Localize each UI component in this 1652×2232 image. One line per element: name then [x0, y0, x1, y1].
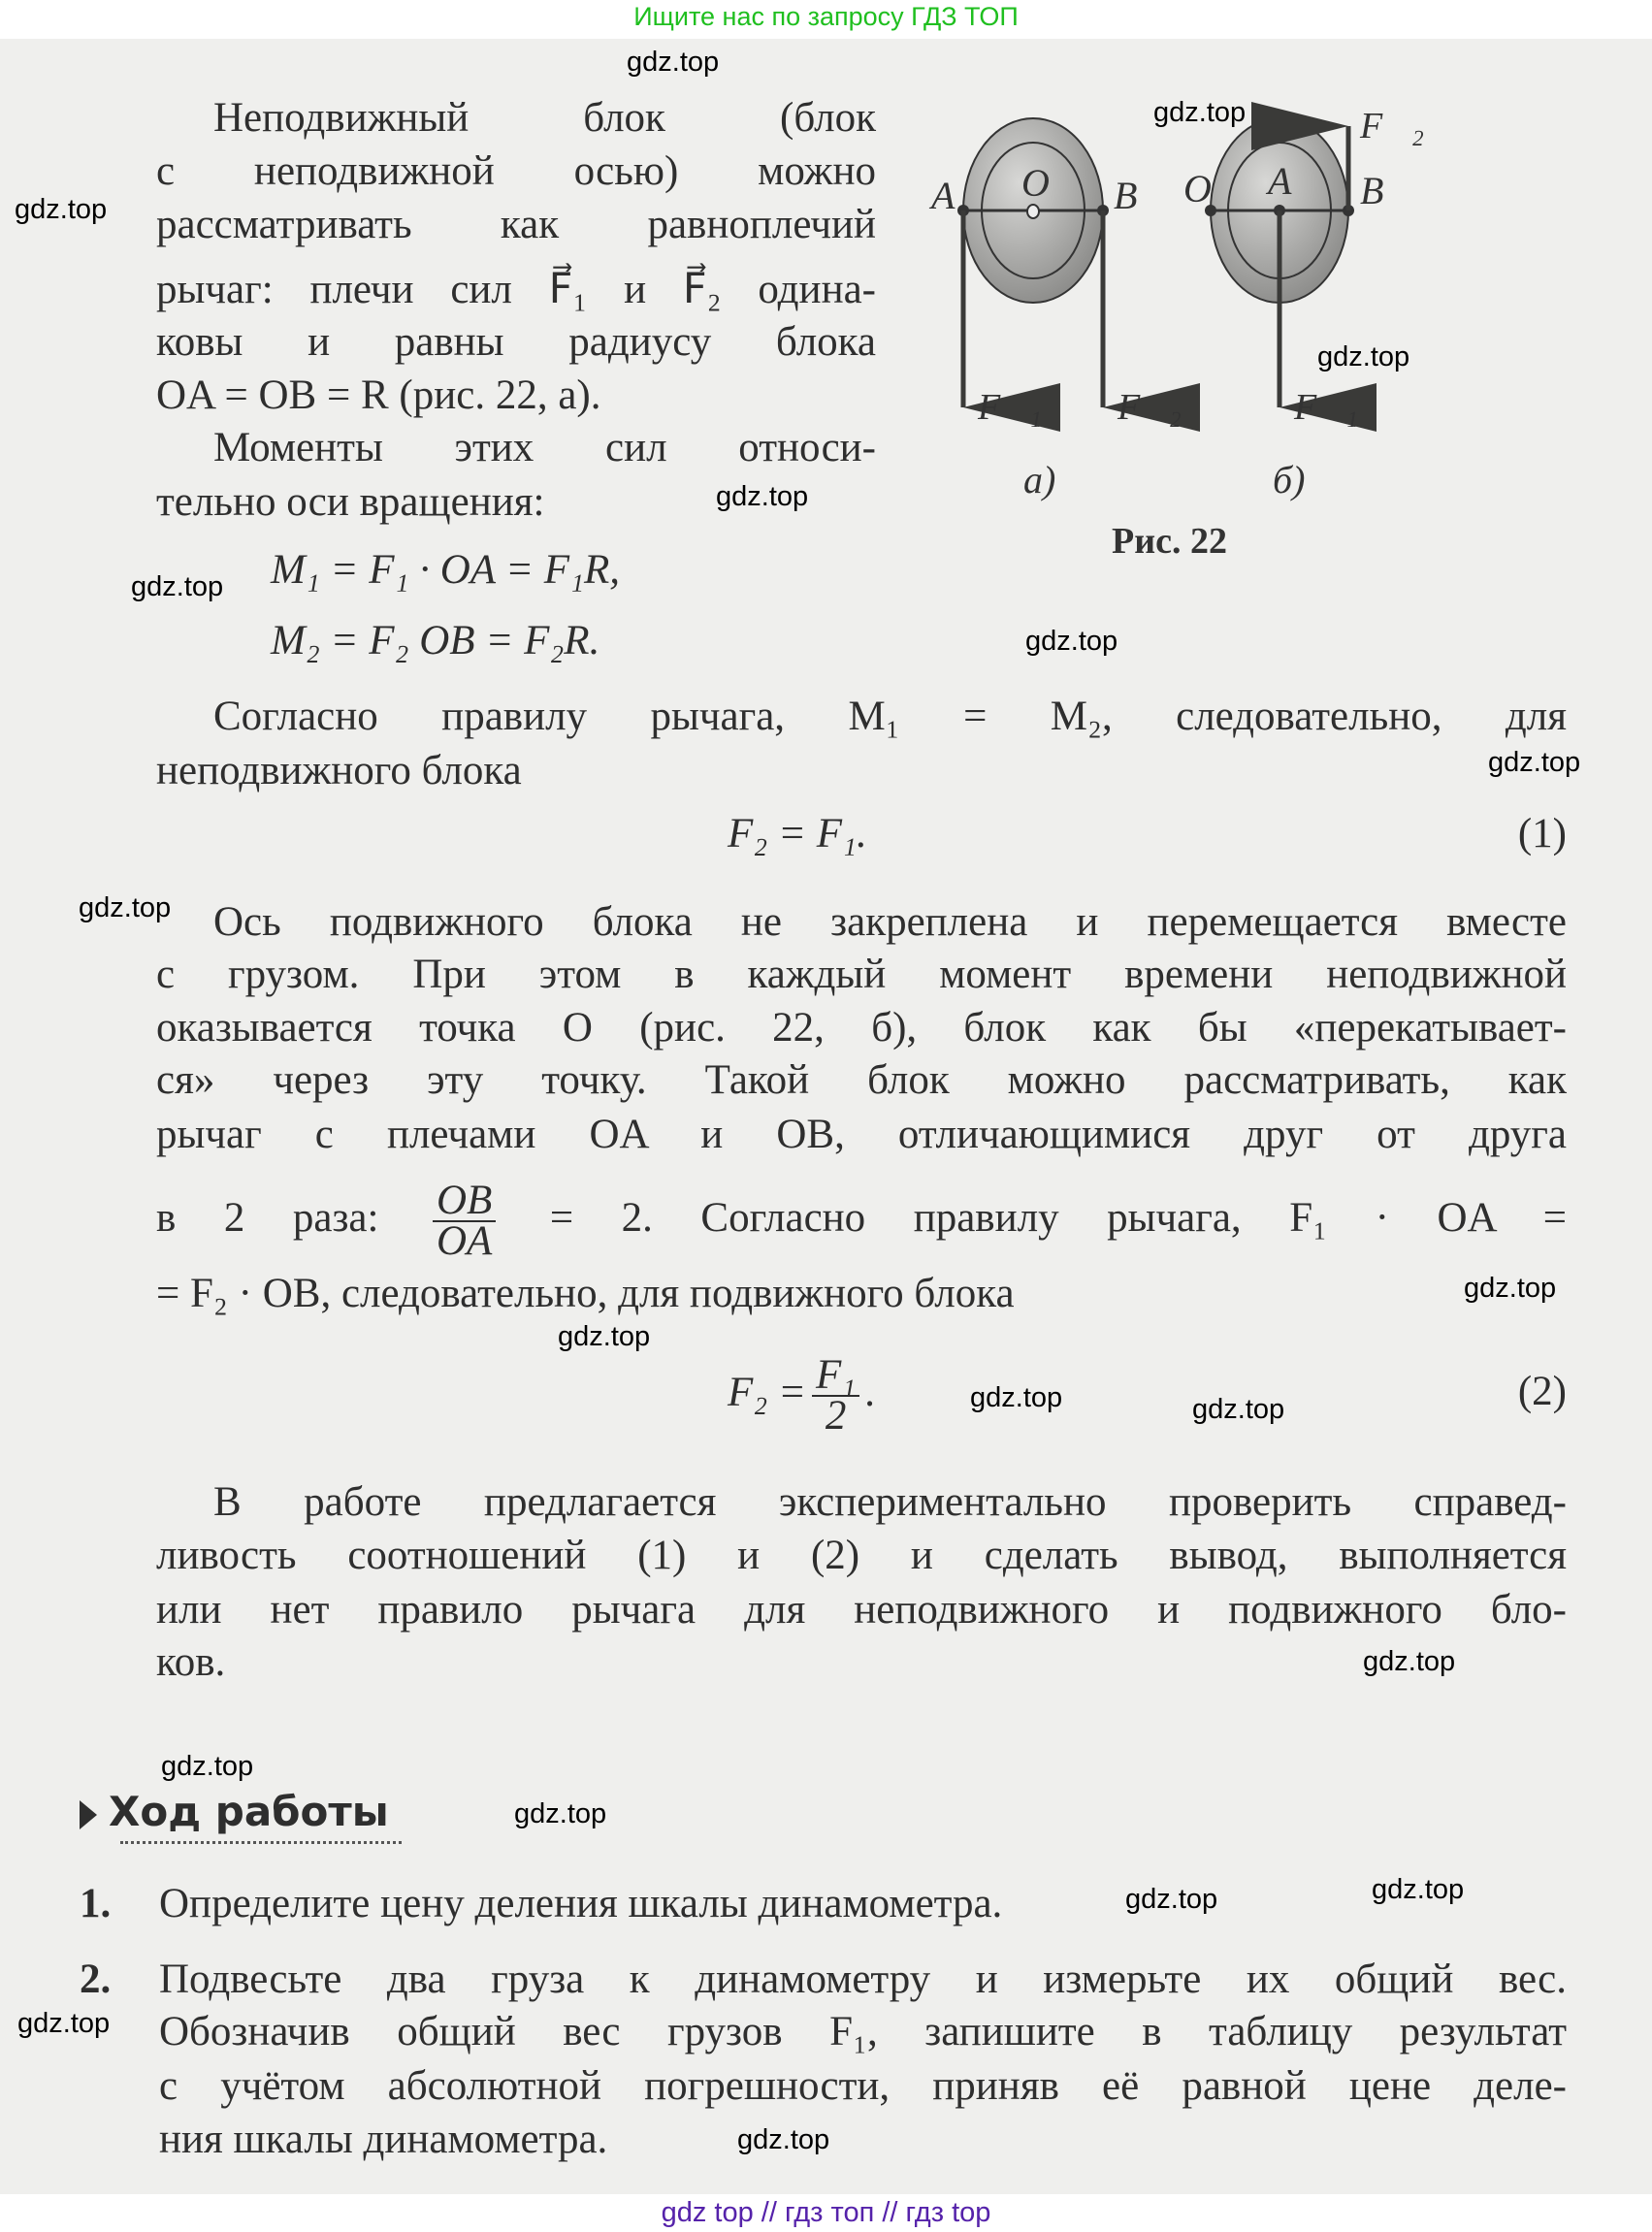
watermark: gdz.top — [161, 1751, 254, 1782]
fraction-denominator: OA — [437, 1218, 493, 1264]
moment-formula-2: M₂ = F₂ OB = F₂R. — [271, 618, 600, 663]
fraction-numerator: F₁ — [812, 1356, 859, 1397]
step-number: 1. — [80, 1881, 112, 1926]
subfigure-label-b: б) — [1273, 458, 1306, 501]
fraction-denominator: 2 — [825, 1393, 847, 1439]
force-label-f1: F⃗₁ — [978, 387, 1042, 428]
step-line: Подвесьте два груза к динамометру и измерьте их общий вес. — [159, 1957, 1567, 2002]
watermark: gdz.top — [627, 47, 720, 78]
point-label-a: A — [931, 174, 956, 217]
watermark: gdz.top — [1317, 341, 1410, 372]
force-label-f1: F⃗₁ — [1294, 387, 1358, 428]
step-number: 2. — [80, 1957, 112, 2002]
watermark: gdz.top — [716, 481, 809, 512]
formula-number-2: (2) — [1517, 1369, 1567, 1414]
text-line: Ось подвижного блока не закреплена и перемещается вместе — [213, 899, 1567, 945]
watermark: gdz.top — [1125, 1884, 1218, 1915]
text-line: с неподвижной осью) можно — [156, 148, 876, 194]
text-line-fraction — [156, 1178, 1567, 1264]
section-heading — [80, 1785, 389, 1838]
step-line: Определите цену деления шкалы динамометра. — [159, 1881, 1003, 1926]
formula-end: . — [865, 1370, 876, 1415]
text-line: ся» через эту точку. Такой блок можно рассматривать, как — [156, 1057, 1567, 1103]
point-label-a: A — [1268, 159, 1292, 203]
text-line: ковы и равны радиусу блока — [156, 319, 876, 365]
text-line: ков. — [156, 1639, 226, 1685]
watermark: gdz.top — [1363, 1646, 1456, 1677]
step-line: ния шкалы динамометра. — [159, 2117, 608, 2162]
text-line: неподвижного блока — [156, 748, 522, 793]
text-line: Неподвижный блок (блок — [213, 95, 876, 141]
footer-links[interactable]: gdz top // гдз топ // гдз top — [661, 2197, 991, 2228]
point-label-o: O — [1183, 167, 1212, 210]
text-line: тельно оси вращения: — [156, 479, 545, 525]
step-line: Обозначив общий вес грузов F₁, запишите в таблицу результат — [159, 2009, 1567, 2054]
formula-number-1: (1) — [1517, 811, 1567, 857]
point-label-o: O — [1021, 161, 1050, 205]
watermark: gdz.top — [17, 2008, 111, 2039]
watermark: gdz.top — [737, 2124, 830, 2155]
watermark: gdz.top — [558, 1321, 651, 1352]
force-label-f2: F⃗₂ — [1360, 106, 1424, 146]
fraction-f1-2 — [812, 1352, 859, 1439]
point-label-b: B — [1114, 174, 1138, 217]
text-line: рычаг с плечами OA и OB, отличающимися друг от друга — [156, 1112, 1567, 1157]
step-line: с учётом абсолютной погрешности, приняв её равной цене деле- — [159, 2063, 1567, 2109]
force-label-f2: F⃗₂ — [1118, 387, 1182, 428]
watermark: gdz.top — [15, 194, 108, 225]
watermark: gdz.top — [1025, 626, 1118, 657]
watermark: gdz.top — [1488, 747, 1581, 778]
text-line: OA = OB = R (рис. 22, a). — [156, 372, 601, 418]
point-label-b: B — [1360, 169, 1384, 212]
fraction-numerator: OB — [433, 1181, 496, 1222]
formula-2 — [728, 1352, 876, 1439]
watermark: gdz.top — [1464, 1273, 1557, 1304]
text-line: Согласно правилу рычага, M₁ = M₂, следовательно, для — [213, 694, 1567, 739]
watermark: gdz.top — [514, 1798, 607, 1829]
watermark: gdz.top — [970, 1382, 1063, 1413]
text-line: В работе предлагается экспериментально проверить справед- — [213, 1479, 1567, 1525]
watermark: gdz.top — [1153, 97, 1247, 128]
subfigure-label-a: а) — [1023, 458, 1056, 501]
figure-caption: Рис. 22 — [1112, 521, 1227, 562]
search-banner: Ищите нас по запросу ГДЗ ТОП — [633, 2, 1019, 31]
movable-pulley — [1183, 106, 1424, 428]
text-fragment: = 2. Согласно правилу рычага, F₁ · OA = — [549, 1194, 1567, 1241]
text-line: = F₂ · OB, следовательно, для подвижного блока — [156, 1271, 1015, 1316]
text-line: ливость соотношений (1) и (2) и сделать вывод, выполняется — [156, 1533, 1567, 1578]
formula-lhs: F₂ = — [728, 1370, 806, 1415]
moment-formula-1: M₁ = F₁ · OA = F₁R, — [271, 547, 621, 593]
figure-pulleys — [922, 78, 1649, 621]
watermark: gdz.top — [131, 571, 224, 602]
section-title: Ход работы — [109, 1788, 389, 1835]
text-line: оказывается точка O (рис. 22, б), блок как бы «перекатывает- — [156, 1005, 1567, 1051]
fraction-ob-oa — [433, 1178, 496, 1264]
triangle-bullet-icon — [80, 1800, 97, 1829]
formula-1: F₂ = F₁. — [728, 811, 867, 857]
text-line: рассматривать как равноплечий — [156, 202, 876, 247]
text-line: с грузом. При этом в каждый момент времени неподвижной — [156, 952, 1567, 997]
fixed-pulley — [928, 118, 1182, 428]
watermark: gdz.top — [1372, 1874, 1465, 1905]
heading-underline — [120, 1841, 402, 1844]
watermark: gdz.top — [1192, 1394, 1285, 1425]
text-line: Моменты этих сил относи- — [213, 425, 876, 470]
text-line: или нет правило рычага для неподвижного и подвижного бло- — [156, 1587, 1567, 1633]
watermark: gdz.top — [79, 892, 172, 923]
text-line: рычаг: плечи сил F⃗₁ и F⃗₂ одина- — [156, 267, 876, 312]
text-fragment: в 2 раза: — [156, 1194, 379, 1241]
